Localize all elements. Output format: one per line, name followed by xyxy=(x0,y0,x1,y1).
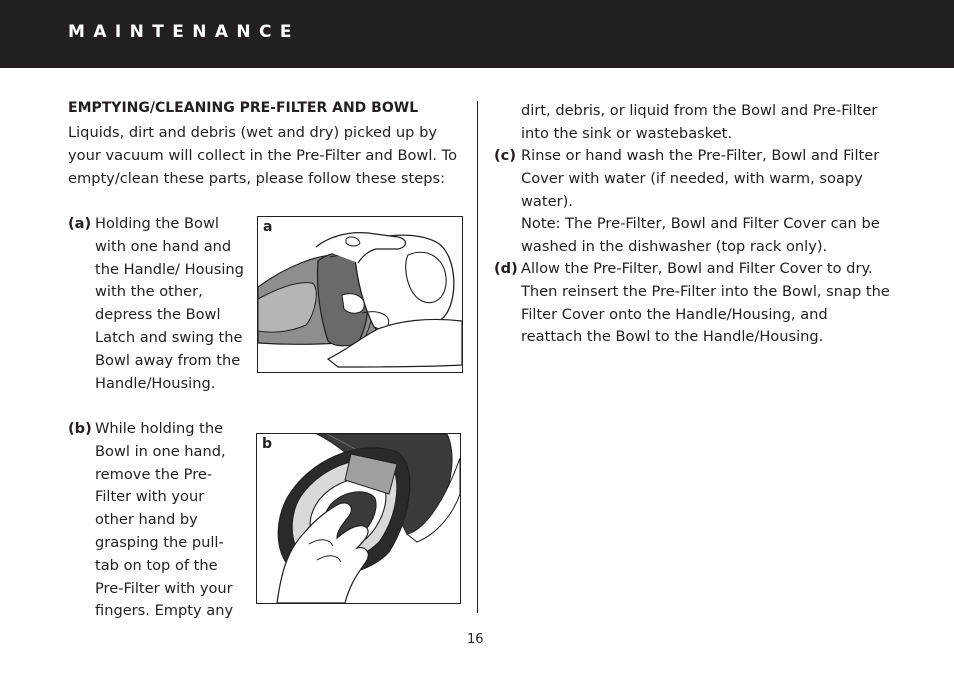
page-number: 16 xyxy=(467,632,484,647)
figure-a-label: a xyxy=(263,219,273,235)
intro-paragraph: Liquids, dirt and debris (wet and dry) picked up by your vacuum will collect in the Pre-Filter and Bowl. To empty/clean these parts, please follow these steps: xyxy=(68,124,458,187)
hands-detaching-bowl-illustration xyxy=(258,217,462,372)
section-title: MAINTENANCE xyxy=(68,22,300,42)
step-d-label: (d) xyxy=(494,260,518,277)
figure-b-label: b xyxy=(262,436,273,452)
figure-a xyxy=(257,216,463,373)
step-b-continued-text: dirt, debris, or liquid from the Bowl and Pre-Filter into the sink or wastebasket. xyxy=(521,102,878,142)
section-heading: EMPTYING/CLEANING PRE-FILTER AND BOWL xyxy=(68,100,419,116)
step-d-text: Allow the Pre-Filter, Bowl and Filter Cover to dry. Then reinsert the Pre-Filter into the Bowl, snap the Filter Cover onto the Handle/Housing, and reattach the Bowl to the Handle/Housing. xyxy=(521,260,890,346)
step-c-text: Rinse or hand wash the Pre-Filter, Bowl and Filter Cover with water (if needed, with warm, soapy water). xyxy=(521,147,880,210)
figure-b xyxy=(256,433,461,604)
step-c-note: Note: The Pre-Filter, Bowl and Filter Cover can be washed in the dishwasher (top rack only). xyxy=(521,215,880,256)
step-a-label: (a) xyxy=(68,215,92,232)
step-b-text: While holding the Bowl in one hand, remove the Pre-Filter with your other hand by grasping the pull-tab on top of the Pre-Filter with your fingers. Empty any xyxy=(95,420,234,620)
header-bar xyxy=(0,0,954,68)
step-c-label: (c) xyxy=(494,147,516,164)
step-a-text: Holding the Bowl with one hand and the Handle/ Housing with the other, depress the Bowl Latch and swing the Bowl away from the Handle/Housing. xyxy=(95,215,244,392)
column-divider xyxy=(477,101,478,613)
hand-removing-prefilter-illustration xyxy=(257,434,460,603)
step-c-body xyxy=(521,145,893,259)
step-b-label: (b) xyxy=(68,420,92,437)
